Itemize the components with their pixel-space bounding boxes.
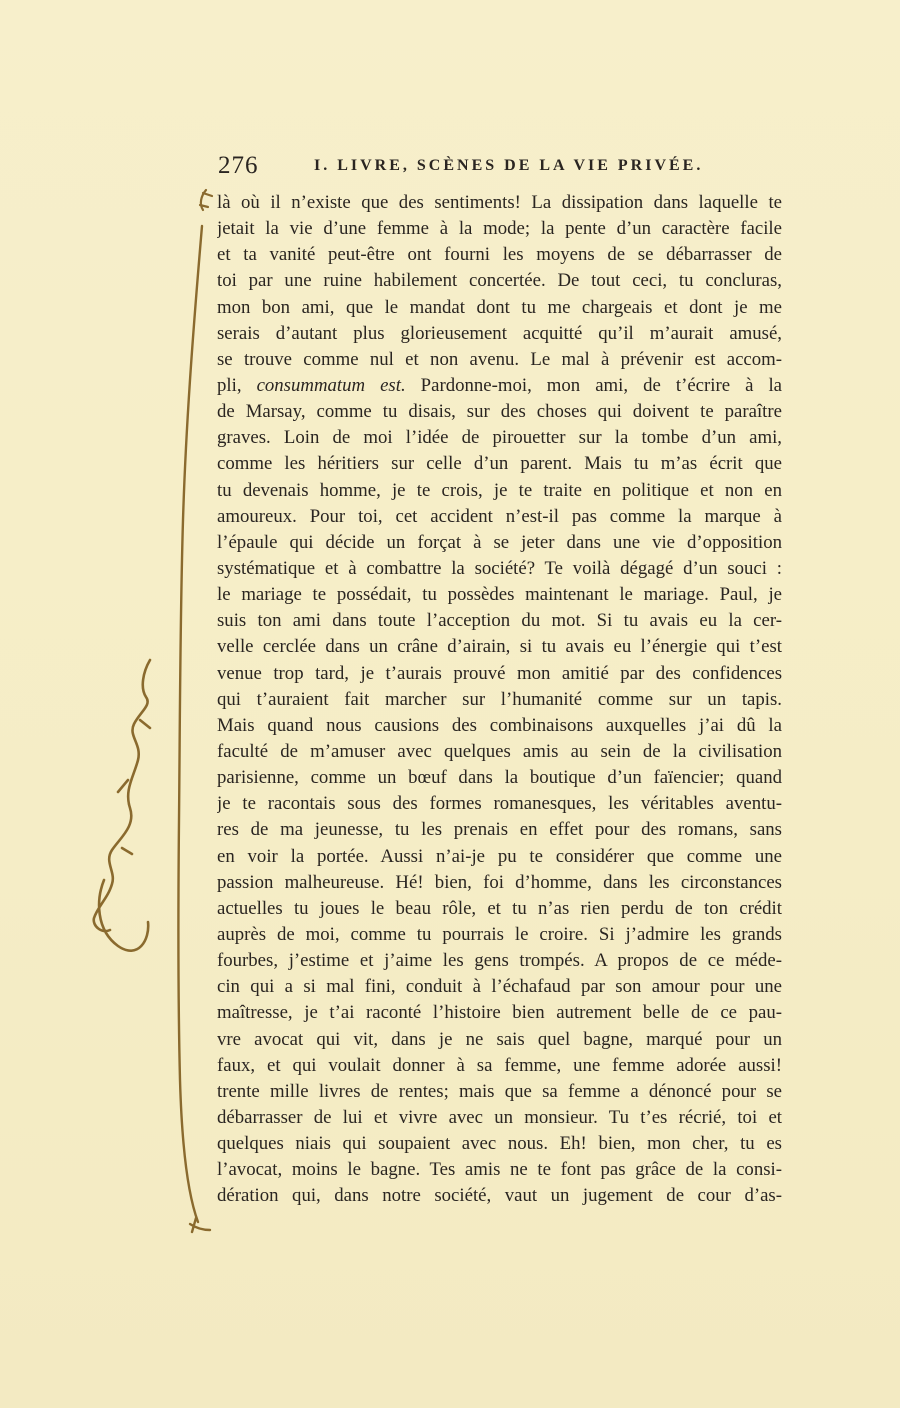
text-line: maîtresse, je t’ai raconté l’histoire bien autrement belle de ce pau- — [217, 1002, 782, 1024]
text-line: pli, consummatum est. Pardonne-moi, mon ami, de t’écrire à la — [217, 374, 782, 396]
text-line: mon bon ami, que le mandat dont tu me chargeais et dont je me — [217, 296, 782, 318]
handwritten-signature — [94, 660, 150, 951]
text-line: amoureux. Pour toi, cet accident n’est-il pas comme la marque à — [217, 505, 782, 527]
bracket-top-mark — [200, 190, 212, 210]
text-line: vre avocat qui vit, dans je ne sais quel bagne, marqué pour un — [217, 1028, 782, 1050]
text-line: quelques niais qui soupaient avec nous. Eh! bien, mon cher, tu es — [217, 1133, 782, 1155]
text-line: suis ton ami dans toute l’acception du mot. Si tu avais eu la cer- — [217, 610, 782, 632]
text-line: tu devenais homme, je te crois, je te traite en politique et non en — [217, 479, 782, 501]
text-line: là où il n’existe que des sentiments! La dissipation dans laquelle te — [217, 192, 782, 213]
text-line: graves. Loin de moi l’idée de pirouetter sur la tombe d’un ami, — [217, 427, 782, 449]
body-text — [217, 190, 782, 1209]
text-line: et ta vanité peut-être ont fourni les moyens de se débarrasser de — [217, 244, 782, 266]
text-line: cin qui a si mal fini, conduit à l’échafaud par son amour pour une — [217, 976, 782, 998]
text-line: qui t’auraient fait marcher sur l’humanité comme sur un tapis. — [217, 688, 782, 710]
bracket-bottom-mark — [190, 1218, 210, 1232]
page-number: 276 — [218, 152, 259, 179]
running-title: I. LIVRE, SCÈNES DE LA VIE PRIVÉE. — [314, 157, 704, 174]
text-line: toi par une ruine habilement concertée. De tout ceci, tu concluras, — [217, 270, 782, 292]
text-line: en voir la portée. Aussi n’ai-je pu te considérer que comme une — [217, 845, 782, 867]
text-line: actuelles tu joues le beau rôle, et tu n’as rien perdu de ton crédit — [217, 897, 782, 919]
text-line: le mariage te possédait, tu possèdes maintenant le mariage. Paul, je — [217, 584, 782, 606]
text-line: res de ma jeunesse, tu les prenais en effet pour des romans, sans — [217, 819, 782, 841]
text-line: Mais quand nous causions des combinaisons auxquelles j’ai dû la — [217, 714, 782, 736]
italic-phrase: consummatum est. — [256, 374, 406, 396]
text-line: systématique et à combattre la société? Te voilà dégagé d’un souci : — [217, 557, 782, 579]
margin-vertical-line — [178, 226, 202, 1222]
text-line: faux, et qui voulait donner à sa femme, une femme adorée aussi! — [217, 1054, 782, 1076]
text-line: débarrasser de lui et vivre avec un monsieur. Tu t’es récrié, toi et — [217, 1106, 782, 1128]
text-line: dération qui, dans notre société, vaut un jugement de cour d’as- — [217, 1185, 782, 1207]
text-line: jetait la vie d’une femme à la mode; la pente d’un caractère facile — [217, 218, 782, 240]
text-line: l’épaule qui décide un forçat à se jeter dans une vie d’opposition — [217, 531, 782, 553]
text-line: l’avocat, moins le bagne. Tes amis ne te font pas grâce de la consi- — [217, 1159, 782, 1181]
page-header — [218, 152, 784, 186]
text-line: faculté de m’amuser avec quelques amis au sein de la civilisation — [217, 740, 782, 762]
text-line: se trouve comme nul et non avenu. Le mal à prévenir est accom- — [217, 348, 782, 370]
text-line: parisienne, comme un bœuf dans la boutique d’un faïencier; quand — [217, 767, 782, 789]
text-line: fourbes, j’estime et j’aime les gens trompés. A propos de ce méde- — [217, 950, 782, 972]
text-line: venue trop tard, je t’aurais prouvé mon amitié par des confidences — [217, 662, 782, 684]
text-line: je te racontais sous des formes romanesques, les véritables aventu- — [217, 793, 782, 815]
text-line: velle cerclée dans un crâne d’airain, si tu avais eu l’énergie qui t’est — [217, 636, 782, 658]
text-line: comme les héritiers sur celle d’un parent. Mais tu m’as écrit que — [217, 453, 782, 475]
text-line: trente mille livres de rentes; mais que sa femme a dénoncé pour se — [217, 1080, 782, 1102]
text-line: passion malheureuse. Hé! bien, foi d’homme, dans les circonstances — [217, 871, 782, 893]
text-line: de Marsay, comme tu disais, sur des choses qui doivent te paraître — [217, 401, 782, 423]
text-line: serais d’autant plus glorieusement acquitté qu’il m’aurait amusé, — [217, 322, 782, 344]
text-line: auprès de moi, comme tu pourrais le croire. Si j’admire les grands — [217, 923, 782, 945]
